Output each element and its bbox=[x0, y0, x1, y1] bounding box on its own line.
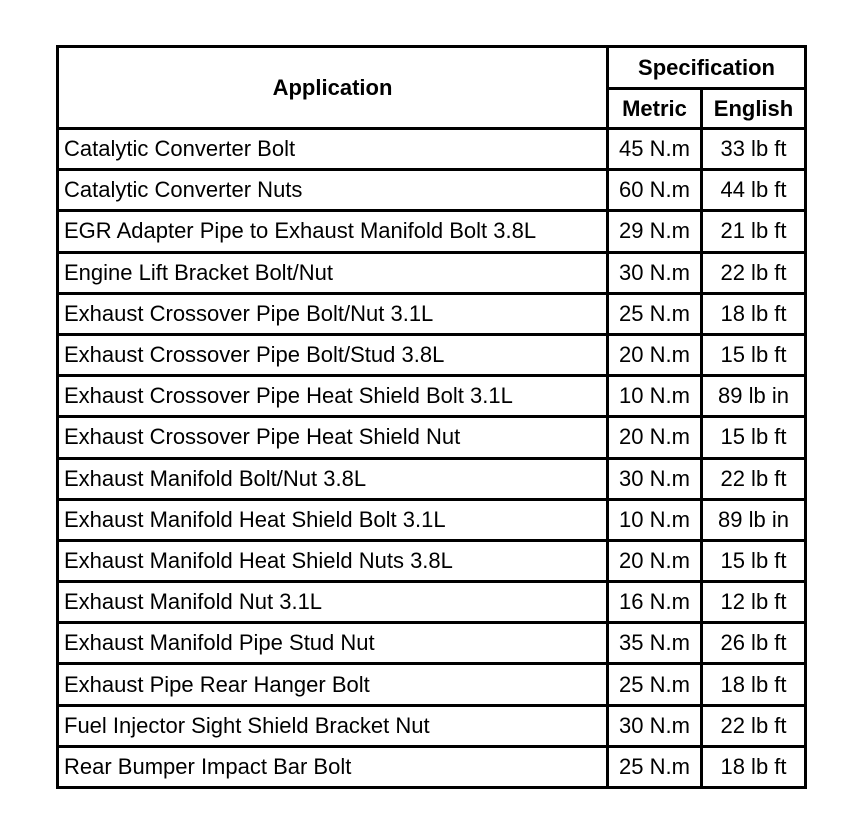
application-cell: Exhaust Manifold Bolt/Nut 3.8L bbox=[58, 458, 608, 499]
metric-value-cell: 20 N.m bbox=[608, 540, 702, 581]
english-value-cell: 26 lb ft bbox=[702, 623, 806, 664]
english-value-cell: 12 lb ft bbox=[702, 582, 806, 623]
table-body bbox=[58, 129, 806, 788]
table-row bbox=[58, 623, 806, 664]
metric-value-cell: 29 N.m bbox=[608, 211, 702, 252]
metric-value-cell: 16 N.m bbox=[608, 582, 702, 623]
application-cell: Rear Bumper Impact Bar Bolt bbox=[58, 746, 608, 787]
application-cell: Exhaust Pipe Rear Hanger Bolt bbox=[58, 664, 608, 705]
english-value-cell: 22 lb ft bbox=[702, 252, 806, 293]
english-value-cell: 89 lb in bbox=[702, 376, 806, 417]
application-cell: Catalytic Converter Nuts bbox=[58, 170, 608, 211]
application-cell: Exhaust Crossover Pipe Heat Shield Nut bbox=[58, 417, 608, 458]
metric-value-cell: 25 N.m bbox=[608, 746, 702, 787]
metric-value-cell: 30 N.m bbox=[608, 458, 702, 499]
application-cell: EGR Adapter Pipe to Exhaust Manifold Bolt 3.8L bbox=[58, 211, 608, 252]
metric-value-cell: 45 N.m bbox=[608, 129, 702, 170]
application-cell: Exhaust Manifold Nut 3.1L bbox=[58, 582, 608, 623]
metric-value-cell: 10 N.m bbox=[608, 376, 702, 417]
english-value-cell: 89 lb in bbox=[702, 499, 806, 540]
table-row bbox=[58, 664, 806, 705]
table-row bbox=[58, 252, 806, 293]
english-value-cell: 21 lb ft bbox=[702, 211, 806, 252]
english-value-cell: 22 lb ft bbox=[702, 458, 806, 499]
application-cell: Exhaust Manifold Heat Shield Bolt 3.1L bbox=[58, 499, 608, 540]
table-row bbox=[58, 211, 806, 252]
application-cell: Exhaust Crossover Pipe Bolt/Stud 3.8L bbox=[58, 334, 608, 375]
specification-header: Specification bbox=[608, 47, 806, 89]
english-value-cell: 18 lb ft bbox=[702, 293, 806, 334]
table-row bbox=[58, 540, 806, 581]
table-row bbox=[58, 499, 806, 540]
table-row bbox=[58, 746, 806, 787]
application-cell: Engine Lift Bracket Bolt/Nut bbox=[58, 252, 608, 293]
english-value-cell: 18 lb ft bbox=[702, 746, 806, 787]
table-row bbox=[58, 170, 806, 211]
torque-spec-table bbox=[56, 45, 807, 789]
english-value-cell: 15 lb ft bbox=[702, 540, 806, 581]
english-header: English bbox=[702, 89, 806, 129]
table-row bbox=[58, 458, 806, 499]
application-header: Application bbox=[58, 47, 608, 129]
application-cell: Exhaust Manifold Heat Shield Nuts 3.8L bbox=[58, 540, 608, 581]
application-cell: Fuel Injector Sight Shield Bracket Nut bbox=[58, 705, 608, 746]
metric-value-cell: 30 N.m bbox=[608, 252, 702, 293]
table-row bbox=[58, 129, 806, 170]
metric-value-cell: 10 N.m bbox=[608, 499, 702, 540]
english-value-cell: 22 lb ft bbox=[702, 705, 806, 746]
application-cell: Catalytic Converter Bolt bbox=[58, 129, 608, 170]
application-cell: Exhaust Manifold Pipe Stud Nut bbox=[58, 623, 608, 664]
header-row-top bbox=[58, 47, 806, 89]
application-cell: Exhaust Crossover Pipe Heat Shield Bolt 3.1L bbox=[58, 376, 608, 417]
metric-value-cell: 60 N.m bbox=[608, 170, 702, 211]
english-value-cell: 33 lb ft bbox=[702, 129, 806, 170]
table-row bbox=[58, 582, 806, 623]
table-header bbox=[58, 47, 806, 129]
metric-value-cell: 30 N.m bbox=[608, 705, 702, 746]
english-value-cell: 15 lb ft bbox=[702, 334, 806, 375]
table-row bbox=[58, 334, 806, 375]
metric-header: Metric bbox=[608, 89, 702, 129]
metric-value-cell: 20 N.m bbox=[608, 417, 702, 458]
application-cell: Exhaust Crossover Pipe Bolt/Nut 3.1L bbox=[58, 293, 608, 334]
metric-value-cell: 20 N.m bbox=[608, 334, 702, 375]
table-row bbox=[58, 293, 806, 334]
table-row bbox=[58, 376, 806, 417]
english-value-cell: 15 lb ft bbox=[702, 417, 806, 458]
table-row bbox=[58, 705, 806, 746]
english-value-cell: 44 lb ft bbox=[702, 170, 806, 211]
metric-value-cell: 35 N.m bbox=[608, 623, 702, 664]
english-value-cell: 18 lb ft bbox=[702, 664, 806, 705]
metric-value-cell: 25 N.m bbox=[608, 664, 702, 705]
metric-value-cell: 25 N.m bbox=[608, 293, 702, 334]
table-row bbox=[58, 417, 806, 458]
